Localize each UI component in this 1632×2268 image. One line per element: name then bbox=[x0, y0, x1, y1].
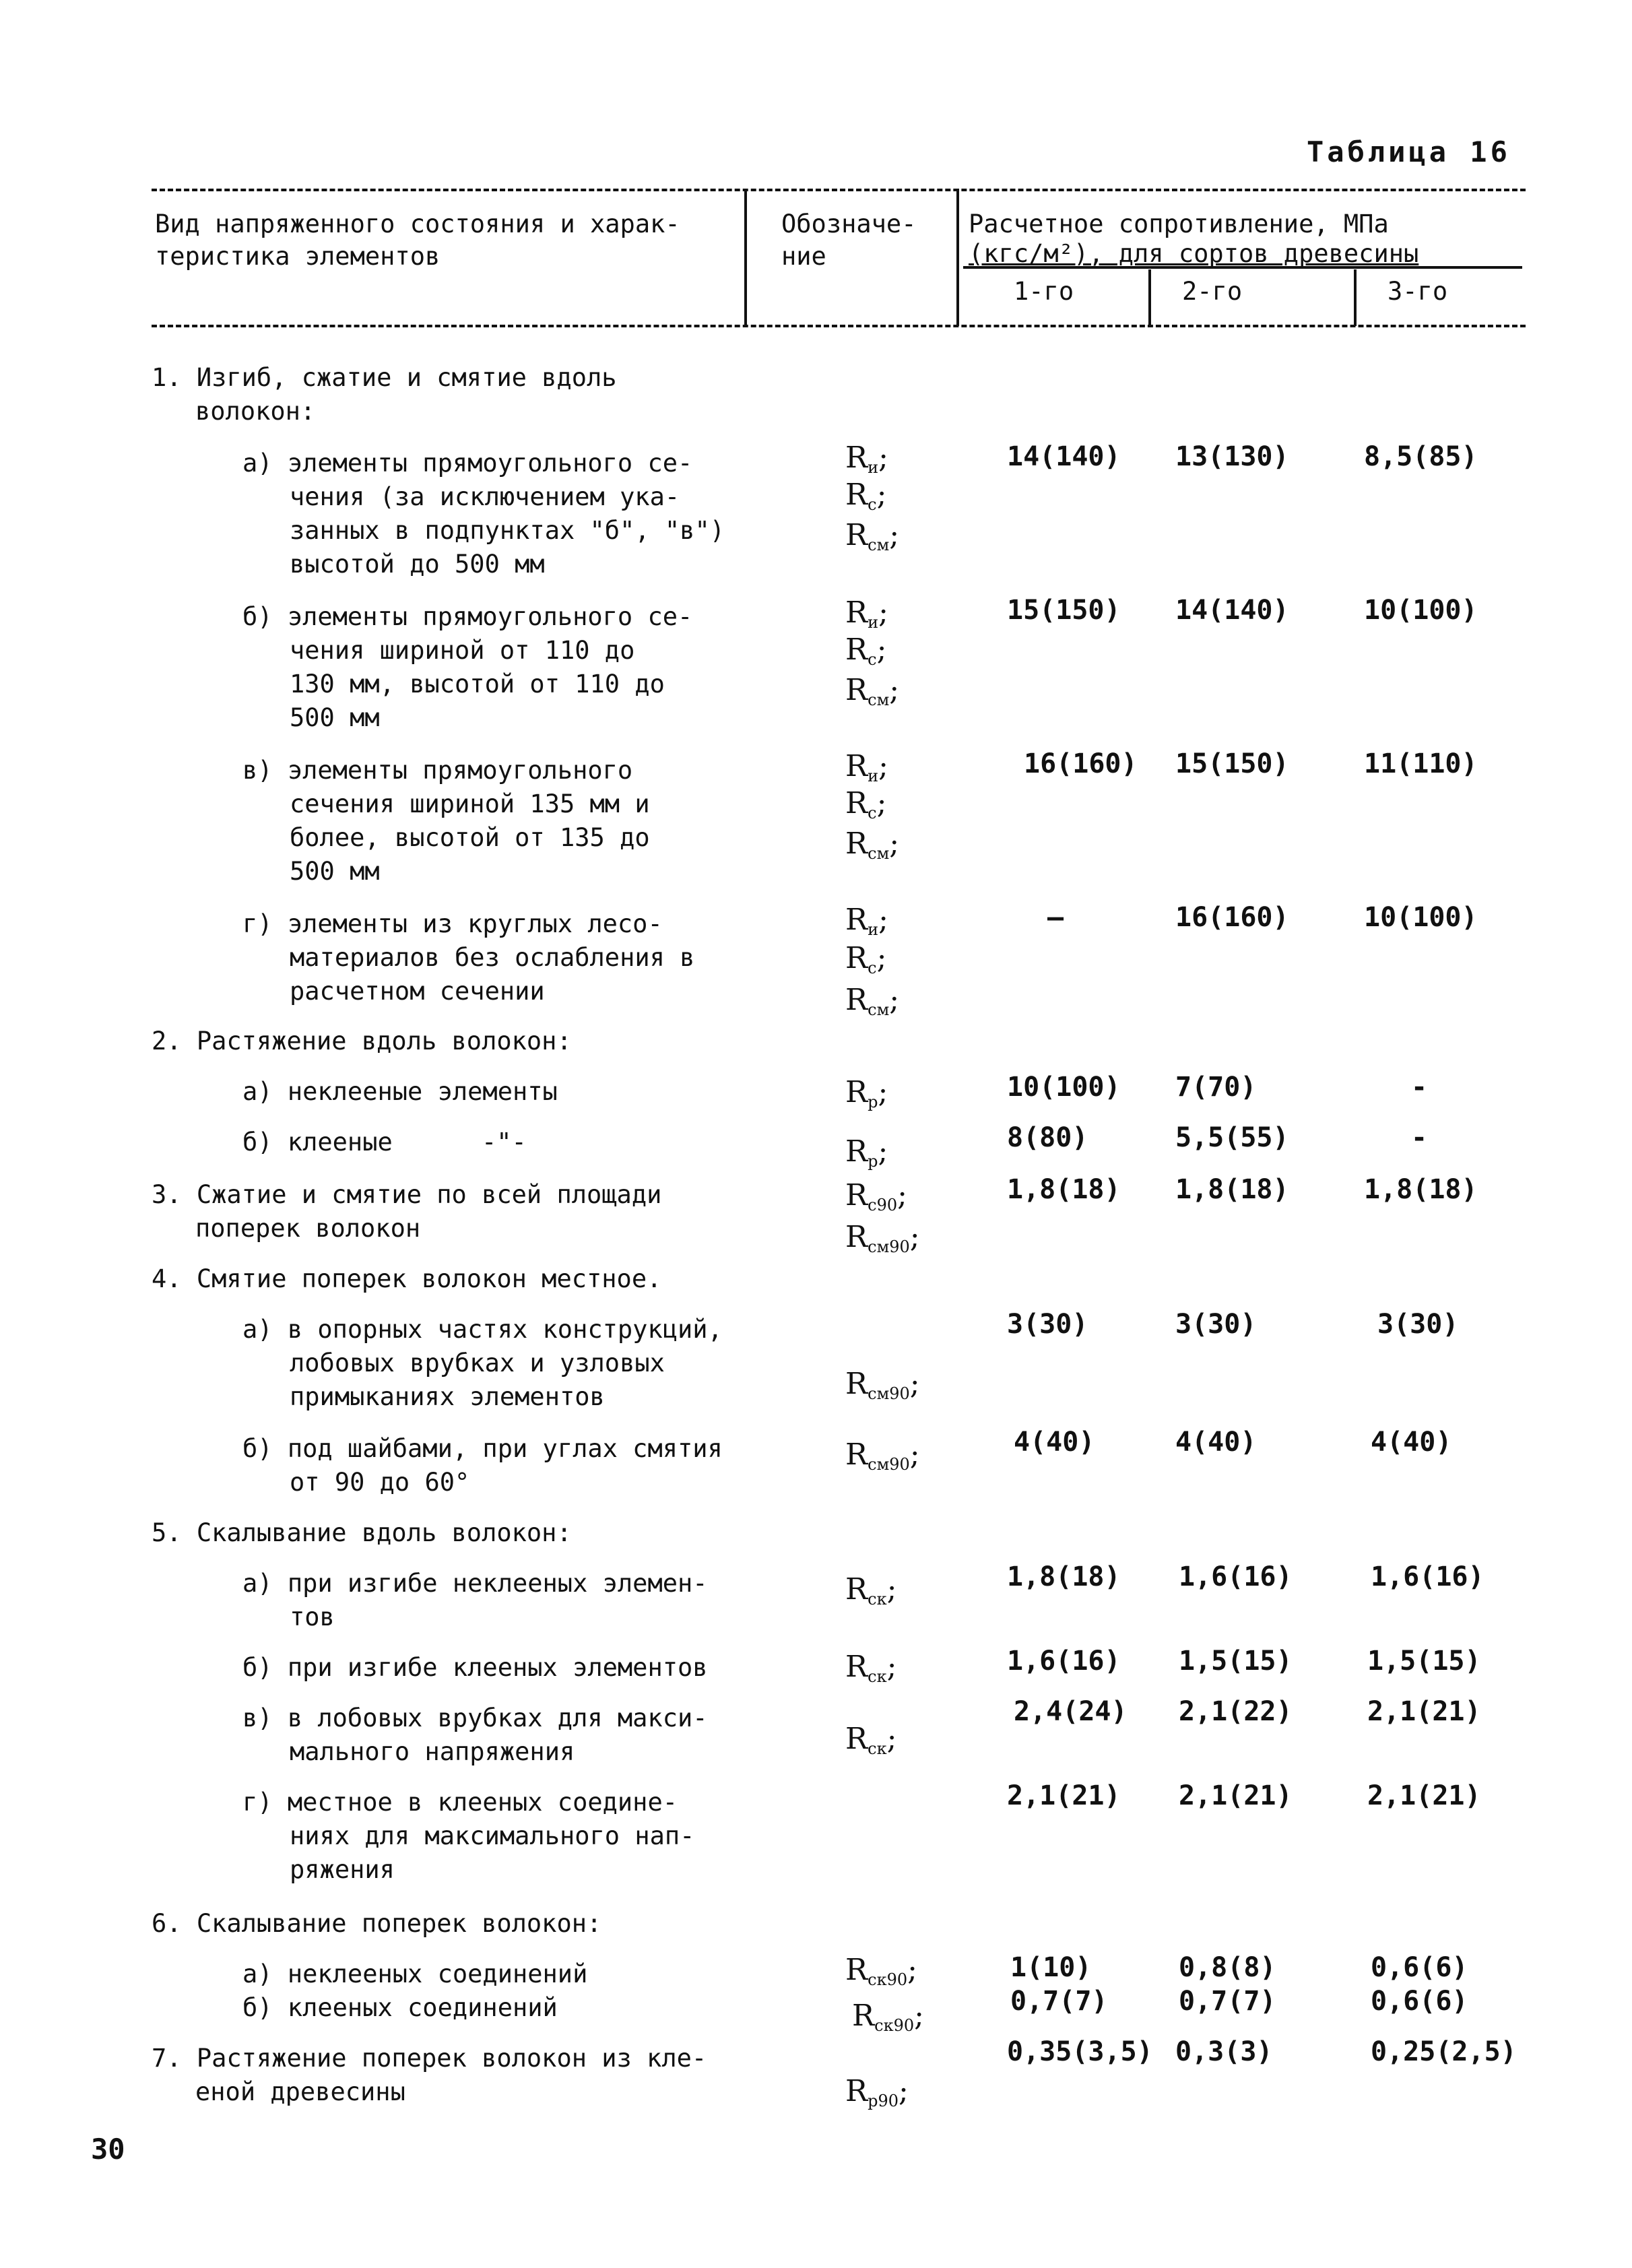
symbol-5c-rck bbox=[845, 1722, 896, 1765]
section-6-title: 6. Скалывание поперек волокон: bbox=[152, 1909, 602, 1938]
row-2b-label: б) клееные bbox=[242, 1128, 393, 1157]
value-2b-g1: 8(80) bbox=[1007, 1122, 1088, 1153]
section-1-title-cont: волокон: bbox=[195, 397, 316, 426]
symbol-subscript: см90 bbox=[868, 1237, 910, 1256]
table-title: Таблица 16 bbox=[1307, 135, 1511, 168]
symbol-r: R bbox=[845, 1134, 868, 1169]
value-3-g2: 1,8(18) bbox=[1175, 1174, 1289, 1205]
symbol-1b-rc bbox=[845, 633, 886, 676]
section-5-title: 5. Скалывание вдоль волокон: bbox=[152, 1518, 572, 1547]
symbol-r: R bbox=[845, 1722, 868, 1756]
symbol-semicolon: ; bbox=[886, 1572, 897, 1607]
value-5d-g1: 2,1(21) bbox=[1007, 1780, 1121, 1811]
symbol-r: R bbox=[845, 1367, 868, 1401]
symbol-6a-rck90 bbox=[845, 1953, 917, 1997]
symbol-semicolon: ; bbox=[876, 478, 887, 512]
section-3-line2: поперек волокон bbox=[195, 1214, 421, 1243]
symbol-semicolon: ; bbox=[889, 983, 900, 1017]
symbol-subscript: см bbox=[868, 536, 890, 554]
symbol-1c-rcm bbox=[845, 827, 899, 870]
symbol-semicolon: ; bbox=[878, 595, 888, 630]
symbol-semicolon: ; bbox=[878, 1134, 888, 1169]
section-7-line1: 7. Растяжение поперек волокон из кле- bbox=[152, 2044, 707, 2073]
symbol-r: R bbox=[845, 673, 868, 707]
value-7-g2: 0,3(3) bbox=[1175, 2036, 1273, 2067]
header-col1-line2: теристика элементов bbox=[155, 242, 440, 271]
row-1a-line4: высотой до 500 мм bbox=[290, 550, 545, 579]
value-1c-g1: 16(160) bbox=[1024, 748, 1138, 779]
value-6b-g1: 0,7(7) bbox=[1010, 1986, 1108, 2017]
header-divider-3 bbox=[1148, 269, 1151, 326]
row-1b-line3: 130 мм, высотой от 110 до bbox=[290, 670, 665, 699]
row-5d-line2: ниях для максимального нап- bbox=[290, 1821, 695, 1850]
row-6a-label: а) неклееных соединений bbox=[242, 1959, 588, 1988]
row-1b-line1: б) элементы прямоугольного се- bbox=[242, 602, 693, 631]
symbol-semicolon: ; bbox=[899, 2074, 909, 2108]
symbol-r: R bbox=[845, 2074, 868, 2108]
value-2b-g3: - bbox=[1411, 1122, 1428, 1153]
row-1d-line2: материалов без ослабления в bbox=[290, 943, 695, 972]
symbol-semicolon: ; bbox=[909, 1437, 920, 1472]
symbol-subscript: см bbox=[868, 844, 890, 863]
row-1c-line2: сечения шириной 135 мм и bbox=[290, 789, 650, 818]
header-grade-3: 3-го bbox=[1388, 277, 1448, 306]
header-divider-4 bbox=[1354, 269, 1357, 326]
value-5c-g2: 2,1(22) bbox=[1179, 1696, 1293, 1727]
symbol-subscript: см90 bbox=[868, 1455, 910, 1474]
value-1a-g1: 14(140) bbox=[1007, 441, 1121, 472]
value-2a-g3: - bbox=[1411, 1072, 1428, 1103]
value-5c-g3: 2,1(21) bbox=[1367, 1696, 1481, 1727]
symbol-r: R bbox=[845, 518, 868, 552]
symbol-r: R bbox=[845, 903, 868, 937]
value-1b-g3: 10(100) bbox=[1364, 595, 1478, 626]
value-2a-g1: 10(100) bbox=[1007, 1072, 1121, 1103]
row-4a-line3: примыканиях элементов bbox=[290, 1382, 605, 1411]
symbol-r: R bbox=[845, 827, 868, 861]
symbol-2b-rp bbox=[845, 1135, 888, 1178]
value-6a-g3: 0,6(6) bbox=[1371, 1952, 1468, 1983]
symbol-subscript: ск90 bbox=[868, 1970, 908, 1989]
header-grade-2: 2-го bbox=[1182, 277, 1243, 306]
header-col2-line1: Обозначе- bbox=[781, 209, 917, 238]
value-1b-g2: 14(140) bbox=[1175, 595, 1289, 626]
symbol-r: R bbox=[845, 595, 868, 630]
value-2a-g2: 7(70) bbox=[1175, 1072, 1257, 1103]
symbol-semicolon: ; bbox=[878, 1075, 888, 1109]
symbol-semicolon: ; bbox=[907, 1953, 917, 1987]
section-4-title: 4. Смятие поперек волокон местное. bbox=[152, 1264, 662, 1293]
symbol-subscript: с bbox=[868, 804, 877, 822]
header-grade-1: 1-го bbox=[1014, 277, 1074, 306]
row-5d-line1: г) местное в клееных соедине- bbox=[242, 1788, 678, 1817]
symbol-subscript: см bbox=[868, 1000, 890, 1019]
symbol-semicolon: ; bbox=[909, 1367, 920, 1401]
symbol-r: R bbox=[845, 1075, 868, 1109]
row-4b-line1: б) под шайбами, при углах смятия bbox=[242, 1434, 723, 1463]
header-col3-line2: (кгс/м²), для сортов древесины bbox=[969, 239, 1419, 268]
symbol-semicolon: ; bbox=[889, 827, 900, 861]
symbol-subscript: ск bbox=[868, 1590, 887, 1609]
row-5a-line1: а) при изгибе неклееных элемен- bbox=[242, 1569, 708, 1598]
symbol-1a-rc bbox=[845, 478, 886, 521]
symbol-r: R bbox=[845, 749, 868, 783]
value-6a-g1: 1(10) bbox=[1010, 1952, 1092, 1983]
header-divider-2 bbox=[956, 189, 959, 326]
symbol-r: R bbox=[845, 478, 868, 512]
row-1a-line2: чения (за исключением ука- bbox=[290, 482, 680, 511]
row-5a-line2: тов bbox=[290, 1602, 335, 1631]
symbol-5a-rck bbox=[845, 1573, 896, 1616]
value-5d-g3: 2,1(21) bbox=[1367, 1780, 1481, 1811]
symbol-subscript: с bbox=[868, 959, 877, 977]
section-2-title: 2. Растяжение вдоль волокон: bbox=[152, 1027, 572, 1056]
row-5b-label: б) при изгибе клееных элементов bbox=[242, 1653, 708, 1682]
symbol-r: R bbox=[845, 441, 868, 475]
row-2a-label: а) неклееные элементы bbox=[242, 1077, 558, 1106]
value-6b-g3: 0,6(6) bbox=[1371, 1986, 1468, 2017]
symbol-semicolon: ; bbox=[876, 633, 887, 667]
row-5c-line1: в) в лобовых врубках для макси- bbox=[242, 1704, 708, 1732]
symbol-r: R bbox=[845, 1178, 868, 1212]
row-4a-line1: а) в опорных частях конструкций, bbox=[242, 1315, 723, 1344]
row-1a-line1: а) элементы прямоугольного се- bbox=[242, 449, 693, 478]
symbol-r: R bbox=[845, 1953, 868, 1987]
symbol-subscript: и bbox=[868, 613, 879, 632]
header-top-rule bbox=[152, 189, 1526, 191]
symbol-semicolon: ; bbox=[878, 441, 888, 475]
header-divider-1 bbox=[744, 189, 747, 326]
symbol-2a-rp bbox=[845, 1076, 888, 1119]
symbol-r: R bbox=[845, 633, 868, 667]
value-1d-g3: 10(100) bbox=[1364, 902, 1478, 933]
symbol-subscript: см90 bbox=[868, 1384, 910, 1403]
value-4a-g1: 3(30) bbox=[1007, 1309, 1088, 1340]
symbol-r: R bbox=[845, 1437, 868, 1472]
symbol-semicolon: ; bbox=[897, 1178, 907, 1212]
symbol-subscript: ск bbox=[868, 1739, 887, 1758]
value-1d-g1: — bbox=[1047, 902, 1064, 933]
symbol-r: R bbox=[845, 1650, 868, 1684]
row-5c-line2: мального напряжения bbox=[290, 1737, 575, 1766]
value-5c-g1: 2,4(24) bbox=[1014, 1696, 1128, 1727]
symbol-subscript: р90 bbox=[868, 2092, 899, 2110]
header-bottom-rule bbox=[152, 325, 1526, 327]
header-col3-line1: Расчетное сопротивление, МПа bbox=[969, 209, 1389, 238]
value-1b-g1: 15(150) bbox=[1007, 595, 1121, 626]
row-1d-line3: расчетном сечении bbox=[290, 977, 545, 1006]
symbol-subscript: и bbox=[868, 767, 879, 785]
symbol-semicolon: ; bbox=[878, 749, 888, 783]
symbol-r: R bbox=[845, 1572, 868, 1607]
value-3-g3: 1,8(18) bbox=[1364, 1174, 1478, 1205]
symbol-subscript: с bbox=[868, 650, 877, 669]
section-7-line2: еной древесины bbox=[195, 2077, 405, 2106]
row-4b-line2: от 90 до 60° bbox=[290, 1468, 470, 1497]
value-1c-g2: 15(150) bbox=[1175, 748, 1289, 779]
symbol-subscript: см bbox=[868, 690, 890, 709]
value-7-g3: 0,25(2,5) bbox=[1371, 2036, 1517, 2067]
row-1c-line3: более, высотой от 135 до bbox=[290, 823, 650, 852]
value-4a-g2: 3(30) bbox=[1175, 1309, 1257, 1340]
symbol-5b-rck bbox=[845, 1650, 896, 1693]
symbol-1c-rc bbox=[845, 787, 886, 830]
value-5d-g2: 2,1(21) bbox=[1179, 1780, 1293, 1811]
symbol-1d-ru bbox=[845, 903, 888, 946]
row-1c-line1: в) элементы прямоугольного bbox=[242, 756, 633, 785]
symbol-7-rp90 bbox=[845, 2075, 909, 2118]
symbol-semicolon: ; bbox=[909, 1220, 920, 1254]
row-1d-line1: г) элементы из круглых лесо- bbox=[242, 909, 663, 938]
symbol-semicolon: ; bbox=[889, 518, 900, 552]
symbol-subscript: р bbox=[868, 1152, 878, 1171]
symbol-semicolon: ; bbox=[886, 1650, 897, 1684]
row-2b-ditto: -"- bbox=[482, 1128, 527, 1157]
symbol-3-rc90 bbox=[845, 1179, 907, 1222]
symbol-semicolon: ; bbox=[914, 1999, 924, 2033]
value-6b-g2: 0,7(7) bbox=[1179, 1986, 1276, 2017]
symbol-semicolon: ; bbox=[886, 1722, 897, 1756]
value-7-g1: 0,35(3,5) bbox=[1007, 2036, 1153, 2067]
value-5a-g3: 1,6(16) bbox=[1371, 1561, 1484, 1592]
symbol-6b-rck90 bbox=[852, 1999, 924, 2042]
row-1b-line2: чения шириной от 110 до bbox=[290, 636, 635, 665]
symbol-semicolon: ; bbox=[878, 903, 888, 937]
row-1a-line3: занных в подпунктах "б", "в") bbox=[290, 516, 725, 545]
symbol-subscript: ск bbox=[868, 1667, 887, 1686]
value-5a-g2: 1,6(16) bbox=[1179, 1561, 1293, 1592]
row-1b-line4: 500 мм bbox=[290, 703, 380, 732]
symbol-subscript: с90 bbox=[868, 1196, 898, 1214]
value-3-g1: 1,8(18) bbox=[1007, 1174, 1121, 1205]
symbol-r: R bbox=[845, 786, 868, 820]
symbol-r: R bbox=[845, 941, 868, 975]
symbol-4b-rcm90 bbox=[845, 1438, 920, 1481]
value-4b-g2: 4(40) bbox=[1175, 1427, 1257, 1458]
symbol-1a-rcm bbox=[845, 519, 899, 562]
value-6a-g2: 0,8(8) bbox=[1179, 1952, 1276, 1983]
value-4b-g3: 4(40) bbox=[1371, 1427, 1452, 1458]
value-4a-g3: 3(30) bbox=[1377, 1309, 1459, 1340]
symbol-subscript: с bbox=[868, 495, 877, 514]
symbol-semicolon: ; bbox=[876, 786, 887, 820]
symbol-1b-rcm bbox=[845, 674, 899, 717]
value-5b-g1: 1,6(16) bbox=[1007, 1646, 1121, 1677]
symbol-r: R bbox=[852, 1999, 875, 2033]
section-3-line1: 3. Сжатие и смятие по всей площади bbox=[152, 1180, 662, 1209]
page-number: 30 bbox=[91, 2133, 125, 2166]
symbol-subscript: р bbox=[868, 1093, 878, 1111]
value-1d-g2: 16(160) bbox=[1175, 902, 1289, 933]
symbol-1d-rcm bbox=[845, 983, 899, 1027]
symbol-semicolon: ; bbox=[889, 673, 900, 707]
symbol-r: R bbox=[845, 1220, 868, 1254]
header-col2-line2: ние bbox=[781, 242, 826, 271]
row-1c-line4: 500 мм bbox=[290, 857, 380, 886]
symbol-1d-rc bbox=[845, 942, 886, 985]
value-2b-g2: 5,5(55) bbox=[1175, 1122, 1289, 1153]
value-5b-g2: 1,5(15) bbox=[1179, 1646, 1293, 1677]
row-4a-line2: лобовых врубках и узловых bbox=[290, 1349, 665, 1378]
value-1a-g2: 13(130) bbox=[1175, 441, 1289, 472]
row-5d-line3: ряжения bbox=[290, 1855, 395, 1884]
symbol-subscript: и bbox=[868, 920, 879, 939]
value-5a-g1: 1,8(18) bbox=[1007, 1561, 1121, 1592]
value-4b-g1: 4(40) bbox=[1014, 1427, 1095, 1458]
symbol-subscript: ск90 bbox=[874, 2016, 915, 2035]
value-5b-g3: 1,5(15) bbox=[1367, 1646, 1481, 1677]
symbol-4a-rcm90 bbox=[845, 1367, 920, 1411]
symbol-3-rcm90 bbox=[845, 1221, 920, 1264]
value-1a-g3: 8,5(85) bbox=[1364, 441, 1478, 472]
value-1c-g3: 11(110) bbox=[1364, 748, 1478, 779]
symbol-r: R bbox=[845, 983, 868, 1017]
row-6b-label: б) клееных соединений bbox=[242, 1993, 558, 2022]
section-1-title: 1. Изгиб, сжатие и смятие вдоль bbox=[152, 363, 617, 392]
symbol-subscript: и bbox=[868, 458, 879, 477]
symbol-semicolon: ; bbox=[876, 941, 887, 975]
header-col1-line1: Вид напряженного состояния и харак- bbox=[155, 209, 680, 238]
